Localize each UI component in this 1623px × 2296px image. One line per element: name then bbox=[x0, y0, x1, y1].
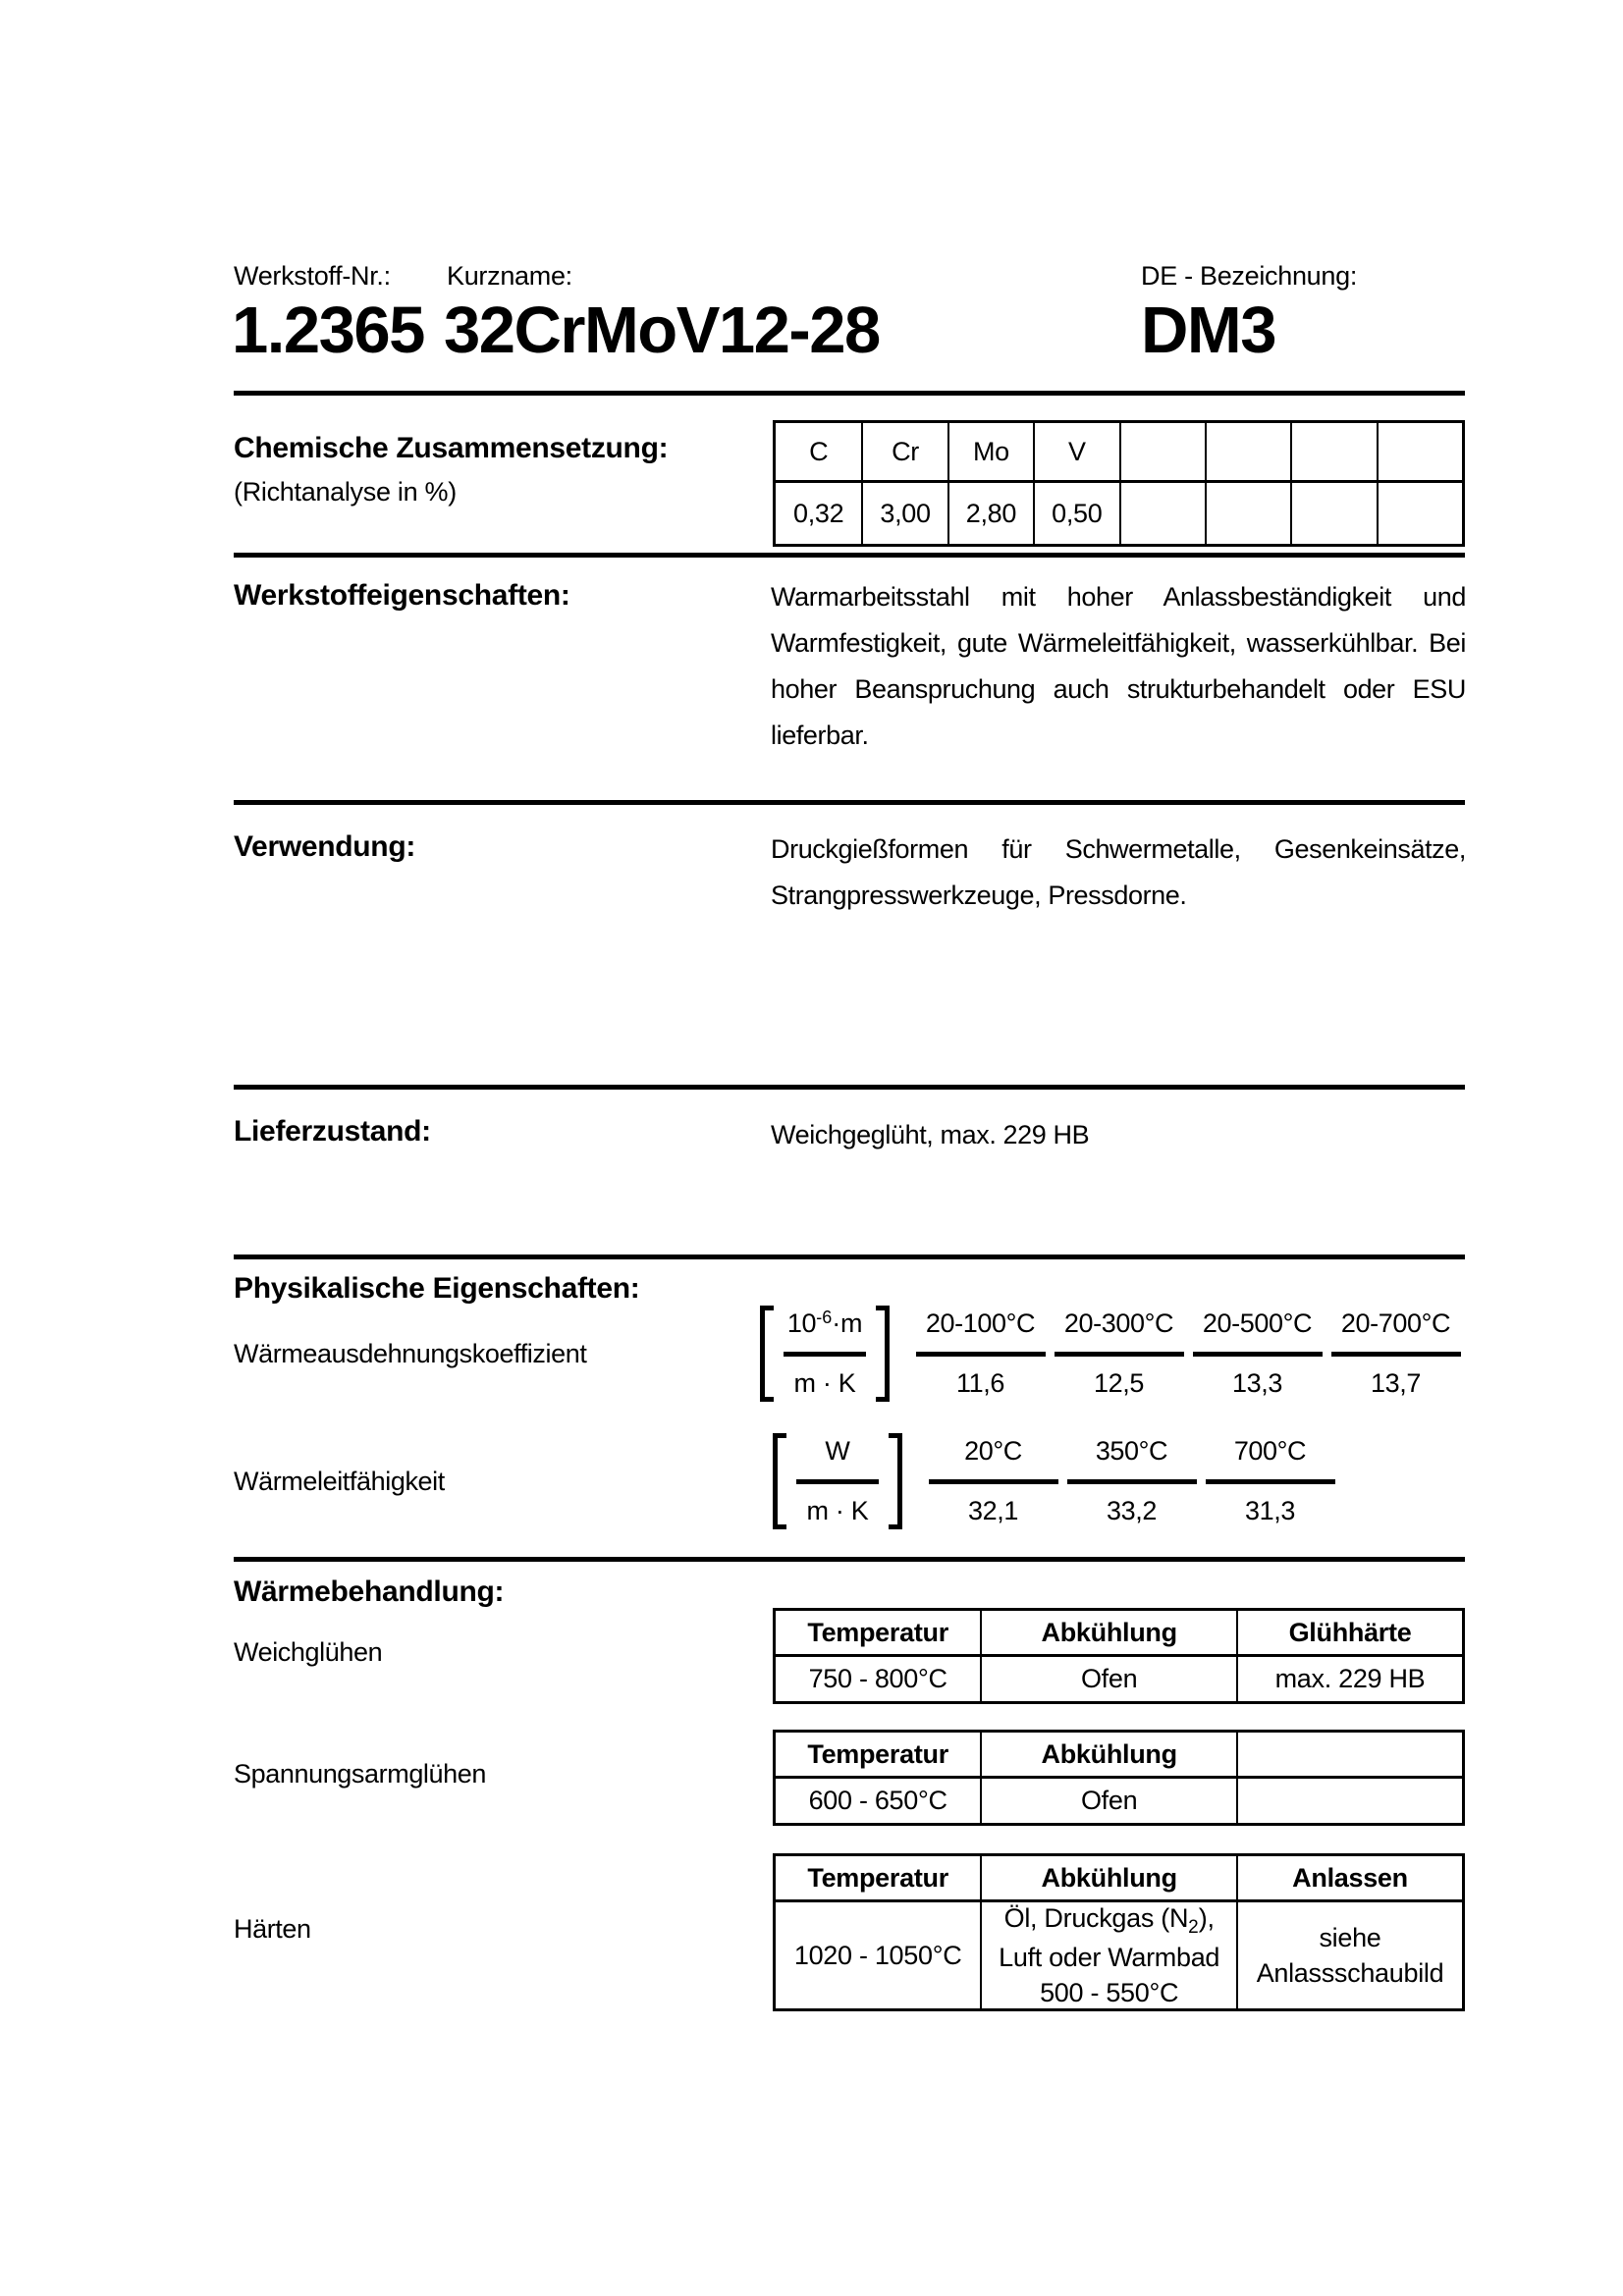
expansion-col bbox=[1050, 1306, 1188, 1402]
table-header-cell bbox=[1236, 1733, 1462, 1779]
cooling-line-1: Öl, Druckgas $(N_2)$, bbox=[1003, 1903, 1215, 1938]
section-divider bbox=[234, 553, 1465, 558]
kurzname-label: Kurzname: bbox=[447, 261, 572, 291]
conductivity-col bbox=[1201, 1433, 1339, 1529]
material-properties-text: Warmarbeitsstahl mit hoher Anlassbeständigkeit und Warmfestigkeit, gute Wärmeleitfähigkeit, wasserkühlbar. Bei hoher Beanspruchung auch strukturbehandelt oder ESU lieferbar. bbox=[771, 582, 1466, 750]
chem-value-cell bbox=[1119, 483, 1205, 544]
temp-header: 20°C bbox=[964, 1436, 1022, 1466]
werkstoff-nr-value: 1.2365 bbox=[232, 294, 424, 367]
material-properties-heading: Werkstoffeigenschaften: bbox=[234, 579, 570, 612]
value: 13,7 bbox=[1371, 1368, 1421, 1398]
chem-col-header-cell bbox=[1119, 423, 1205, 483]
chem-value-cell: 0,32 bbox=[793, 498, 844, 528]
expansion-col bbox=[1326, 1306, 1465, 1402]
column-underline bbox=[929, 1479, 1058, 1484]
table-value-cell: max. 229 HB bbox=[1236, 1657, 1462, 1701]
value: 32,1 bbox=[968, 1496, 1018, 1525]
unit-numerator: $10^{-6}\cdot m$ bbox=[786, 1308, 863, 1338]
table-value-cell bbox=[1236, 1779, 1462, 1823]
table-value-cell: 600 - 650°C bbox=[808, 1786, 947, 1815]
temp-header: 20-500°C bbox=[1202, 1308, 1313, 1338]
thermal-expansion-row bbox=[234, 1306, 1465, 1402]
column-underline bbox=[1206, 1479, 1335, 1484]
section-divider bbox=[234, 391, 1465, 396]
unit-numerator: W bbox=[825, 1436, 850, 1466]
section-divider bbox=[234, 1557, 1465, 1562]
table-value-cell: Ofen bbox=[980, 1779, 1236, 1823]
temp-header: 20-700°C bbox=[1340, 1308, 1451, 1338]
cooling-line-3: 500 - 550°C bbox=[1040, 1978, 1179, 2007]
temp-header: 20-100°C bbox=[925, 1308, 1036, 1338]
usage-heading: Verwendung: bbox=[234, 830, 416, 863]
section-divider bbox=[234, 1085, 1465, 1090]
temp-header: 350°C bbox=[1095, 1436, 1168, 1466]
chem-col-header-cell: C bbox=[776, 423, 861, 483]
stress-relieving-table bbox=[773, 1730, 1465, 1826]
column-underline bbox=[1193, 1352, 1323, 1357]
value: 12,5 bbox=[1094, 1368, 1144, 1398]
section-divider bbox=[234, 800, 1465, 805]
thermal-expansion-label: Wärmeausdehnungskoeffizient bbox=[234, 1338, 587, 1368]
chem-col-header-cell bbox=[1205, 423, 1290, 483]
soft-annealing-table bbox=[773, 1608, 1465, 1704]
value: 33,2 bbox=[1107, 1496, 1157, 1525]
column-underline bbox=[1331, 1352, 1461, 1357]
temp-header: 20-300°C bbox=[1063, 1308, 1174, 1338]
column-underline bbox=[1055, 1352, 1184, 1357]
thermal-expansion-unit bbox=[760, 1306, 890, 1402]
chem-col-header-cell: V bbox=[1033, 423, 1118, 483]
unit-denominator: m · K bbox=[806, 1496, 869, 1525]
section-divider bbox=[234, 1255, 1465, 1259]
temp-header: 700°C bbox=[1233, 1436, 1307, 1466]
left-bracket bbox=[773, 1433, 786, 1529]
table-header-cell: Temperatur bbox=[776, 1856, 980, 1902]
delivery-condition-heading: Lieferzustand: bbox=[234, 1115, 431, 1148]
right-bracket bbox=[889, 1433, 902, 1529]
expansion-col bbox=[911, 1306, 1050, 1402]
de-bezeichnung-label: DE - Bezeichnung: bbox=[1141, 261, 1358, 291]
stress-relieving-label: Spannungsarmglühen bbox=[234, 1759, 486, 1789]
table-value-cell: 750 - 800°C bbox=[808, 1664, 947, 1693]
left-bracket bbox=[760, 1306, 774, 1402]
kurzname-value: 32CrMoV12-28 bbox=[444, 294, 880, 367]
table-header-cell: Anlassen bbox=[1236, 1856, 1462, 1902]
soft-annealing-label: Weichglühen bbox=[234, 1637, 383, 1667]
table-header-cell: Abkühlung bbox=[980, 1611, 1236, 1657]
hardening-cooling-cell bbox=[980, 1902, 1236, 2008]
table-header-cell: Temperatur bbox=[776, 1733, 980, 1779]
werkstoff-nr-label: Werkstoff-Nr.: bbox=[234, 261, 391, 291]
table-value-cell: Ofen bbox=[980, 1657, 1236, 1701]
conductivity-col bbox=[924, 1433, 1062, 1529]
physical-properties-heading: Physikalische Eigenschaften: bbox=[234, 1272, 640, 1305]
table-header-cell: Abkühlung bbox=[980, 1733, 1236, 1779]
de-bezeichnung-value: DM3 bbox=[1141, 294, 1275, 367]
value: 11,6 bbox=[956, 1368, 1004, 1398]
chemical-subheading: (Richtanalyse in %) bbox=[234, 477, 457, 507]
hardening-table bbox=[773, 1853, 1465, 2011]
hardening-temperature-cell: 1020 - 1050°C bbox=[793, 1941, 962, 1970]
chem-col-header-cell bbox=[1377, 423, 1462, 483]
chem-value-cell: 2,80 bbox=[947, 483, 1033, 544]
table-header-cell: Glühhärte bbox=[1236, 1611, 1462, 1657]
hardening-tempering-cell: siehe Anlassschaubild bbox=[1236, 1902, 1462, 2008]
chem-value-cell bbox=[1205, 483, 1290, 544]
chem-value-cell bbox=[1377, 483, 1462, 544]
table-header-cell: Abkühlung bbox=[980, 1856, 1236, 1902]
chem-value-cell: 0,50 bbox=[1033, 483, 1118, 544]
value: 31,3 bbox=[1245, 1496, 1295, 1525]
delivery-condition-text: Weichgeglüht, max. 229 HB bbox=[771, 1120, 1090, 1149]
chem-value-cell: 3,00 bbox=[861, 483, 947, 544]
column-underline bbox=[916, 1352, 1046, 1357]
conductivity-col bbox=[1062, 1433, 1201, 1529]
chem-col-header-cell: Cr bbox=[861, 423, 947, 483]
heat-treatment-heading: Wärmebehandlung: bbox=[234, 1575, 505, 1608]
column-underline bbox=[1067, 1479, 1197, 1484]
chem-col-header-cell: Mo bbox=[947, 423, 1033, 483]
fraction-line bbox=[784, 1352, 866, 1357]
chem-value-cell bbox=[1290, 483, 1376, 544]
table-header-cell: Temperatur bbox=[776, 1611, 980, 1657]
chemical-composition-table bbox=[773, 420, 1465, 547]
fraction-line bbox=[796, 1479, 879, 1484]
thermal-conductivity-row bbox=[234, 1433, 1465, 1529]
thermal-conductivity-unit bbox=[773, 1433, 902, 1529]
cooling-line-2: Luft oder Warmbad bbox=[999, 1943, 1220, 1972]
expansion-col bbox=[1188, 1306, 1326, 1402]
thermal-conductivity-label: Wärmeleitfähigkeit bbox=[234, 1466, 445, 1496]
unit-denominator: m · K bbox=[793, 1368, 856, 1398]
usage-text: Druckgießformen für Schwermetalle, Gesenkeinsätze, Strangpresswerkzeuge, Pressdorne. bbox=[771, 834, 1466, 910]
right-bracket bbox=[876, 1306, 890, 1402]
chem-col-header-cell bbox=[1290, 423, 1376, 483]
chemical-heading: Chemische Zusammensetzung: bbox=[234, 432, 669, 464]
hardening-label: Härten bbox=[234, 1914, 311, 1944]
value: 13,3 bbox=[1232, 1368, 1282, 1398]
